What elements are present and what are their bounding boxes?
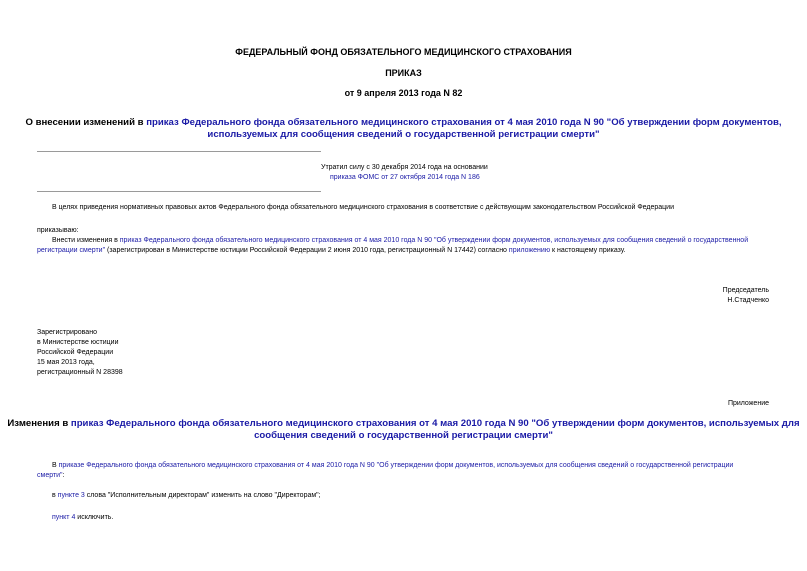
validity-note <box>321 163 621 183</box>
p1-appendix-link[interactable]: приложению <box>508 247 551 254</box>
appendix-item-1 <box>37 461 772 481</box>
p1-middle: (зарегистрирован в Министерстве юстиции Российской Федерации 2 июня 2010 года, регистрационный N 17442) согласно <box>105 247 509 254</box>
title-prefix: О внесении изменений в <box>25 117 147 128</box>
validity-line: Утратил силу с 30 декабря 2014 года на основании <box>321 164 488 171</box>
registration-line: в Министерстве юстиции <box>37 339 119 346</box>
signature-name: Н.Стадченко <box>727 297 769 304</box>
appendix-item-2 <box>52 491 772 501</box>
appendix-title-prefix: Изменения в <box>7 418 71 429</box>
item1-start: В <box>52 462 59 469</box>
divider-bottom <box>37 191 321 192</box>
divider-top <box>37 151 321 152</box>
appendix-label: Приложение <box>727 400 769 407</box>
signature-role: Председатель <box>722 287 769 294</box>
appendix-item-3 <box>52 513 772 523</box>
org-name: ФЕДЕРАЛЬНЫЙ ФОНД ОБЯЗАТЕЛЬНОГО МЕДИЦИНСКОГО СТРАХОВАНИЯ <box>235 47 572 57</box>
preamble: В целях приведения нормативных правовых актов Федерального фонда обязательного медицинского страхования в соответствие с действующим законодательством Российской Федерации <box>52 204 675 211</box>
registration-line: Российской Федерации <box>37 349 114 356</box>
registration-line: 15 мая 2013 года, <box>37 359 95 366</box>
signature <box>560 286 769 306</box>
title-link[interactable]: приказ Федерального фонда обязательного медицинского страхования от 4 мая 2010 года N 90 "Об утверждении форм документов, <box>146 117 782 128</box>
doc-type: ПРИКАЗ <box>385 68 422 78</box>
doc-title <box>0 117 807 141</box>
item2-start: в <box>52 492 58 499</box>
p1-end: к настоящему приказу. <box>550 247 626 254</box>
item1-end: : <box>62 472 65 479</box>
item1-order-link-continued[interactable]: смерти" <box>37 472 63 479</box>
appendix-title-link[interactable]: приказ Федерального фонда обязательного медицинского страхования от 4 мая 2010 года N 90 "Об утверждении форм документов, используемых для <box>70 418 800 429</box>
p1-order-link-continued[interactable]: регистрации смерти" <box>37 247 106 254</box>
registration-line: Зарегистрировано <box>37 329 97 336</box>
item3-end: исключить. <box>75 514 114 521</box>
registration-line: регистрационный N 28398 <box>37 369 123 376</box>
registration-block <box>37 328 237 378</box>
appendix-title <box>0 418 807 442</box>
doc-date-number: от 9 апреля 2013 года N 82 <box>344 88 463 98</box>
item3-point-link[interactable]: пункт 4 <box>52 514 76 521</box>
title-link-continued[interactable]: используемых для сообщения сведений о государственной регистрации смерти" <box>207 129 600 140</box>
appendix-title-link-continued[interactable]: сообщения сведений о государственной регистрации смерти" <box>254 430 553 441</box>
item1-order-link[interactable]: приказе Федерального фонда обязательного медицинского страхования от 4 мая 2010 года N 90 "Об утверждении форм документов, используемых для сообщения сведений о государственной регистрации <box>58 462 734 469</box>
validity-link[interactable]: приказа ФОМС от 27 октября 2014 года N 186 <box>330 174 480 181</box>
order-word: приказываю: <box>37 227 79 234</box>
item2-point-link[interactable]: пункте 3 <box>57 492 85 499</box>
item2-end: слова "Исполнительным директорам" изменить на слово "Директорам"; <box>84 492 321 499</box>
paragraph-1 <box>37 236 772 256</box>
p1-order-link[interactable]: приказ Федерального фонда обязательного медицинского страхования от 4 мая 2010 года N 90 "Об утверждении форм документов, используемых для сообщения сведений о государственной <box>119 237 749 244</box>
p1-start: Внести изменения в <box>52 237 120 244</box>
